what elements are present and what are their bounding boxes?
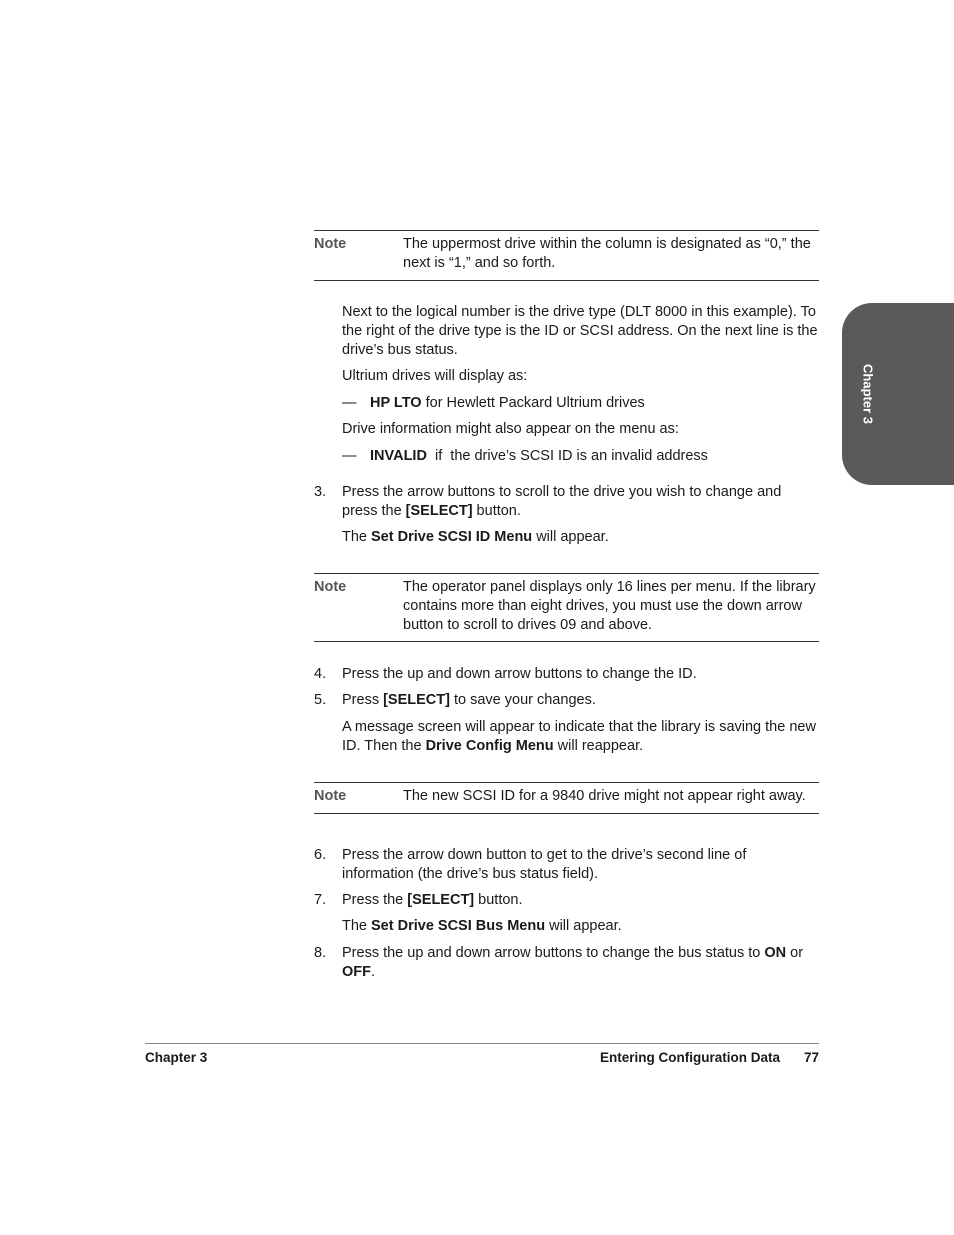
footer-chapter: Chapter 3 [145, 1050, 208, 1065]
step-text [342, 944, 819, 982]
step-text-part: Press the arrow buttons to scroll to the drive you wish to change and press the [342, 484, 782, 519]
step-result [342, 528, 819, 547]
step-text-part: . [371, 964, 376, 980]
paragraph: Drive information might also appear on the menu as: [342, 421, 679, 437]
note-label: Note [314, 236, 347, 252]
dash-bullet: — [342, 448, 357, 464]
note-text: The operator panel displays only 16 lines per menu. If the library contains more than eight drives, you must use the down arrow button to scroll to drives 09 and above. [403, 579, 816, 633]
step-number: 5. [314, 692, 327, 708]
note-bottom-rule [314, 280, 819, 281]
step-text [342, 891, 819, 910]
step-number: 4. [314, 666, 327, 682]
note-label: Note [314, 788, 347, 804]
step-text [342, 691, 819, 710]
step-number: 8. [314, 945, 327, 961]
menu-name: Drive Config Menu [425, 738, 554, 754]
step-number: 3. [314, 484, 327, 500]
step-text-part: The [342, 529, 372, 545]
dash-item-text: if the drive’s SCSI ID is an invalid address [426, 448, 708, 464]
note-label: Note [314, 579, 347, 595]
bold-term: INVALID [370, 448, 427, 464]
step-text-part: The [342, 918, 372, 934]
step-number: 6. [314, 847, 327, 863]
step-text-part: Press [342, 692, 384, 708]
step-text-part: Press the up and down arrow buttons to change the bus status to [342, 945, 765, 961]
step-text: Press the arrow down button to get to the drive’s second line of information (the drive’s bus status field). [342, 847, 747, 882]
note-top-rule [314, 782, 819, 783]
step-text: Press the up and down arrow buttons to change the ID. [342, 666, 697, 682]
dash-item [370, 394, 819, 413]
on-value: ON [764, 945, 787, 961]
note-top-rule [314, 573, 819, 574]
select-key-label: [SELECT] [407, 892, 475, 908]
select-key-label: [SELECT] [405, 503, 473, 519]
dash-item-text: for Hewlett Packard Ultrium drives [421, 395, 645, 411]
step-text-part: will appear. [532, 529, 609, 545]
step-text-part: Press the [342, 892, 408, 908]
off-value: OFF [342, 964, 371, 980]
note-text: The new SCSI ID for a 9840 drive might not appear right away. [403, 788, 806, 804]
dash-item [370, 447, 819, 466]
footer-rule [145, 1043, 819, 1044]
note-top-rule [314, 230, 819, 231]
menu-name: Set Drive SCSI Bus Menu [371, 918, 546, 934]
step-text-part: button. [474, 892, 523, 908]
step-number: 7. [314, 892, 327, 908]
paragraph: Next to the logical number is the drive type (DLT 8000 in this example). To the right of the drive type is the ID or SCSI address. On the next line is the drive’s bus status. [342, 304, 818, 358]
step-text-part: will reappear. [553, 738, 644, 754]
page-number: 77 [803, 1050, 819, 1065]
footer-title: Entering Configuration Data [600, 1050, 780, 1065]
bold-term: HP LTO [370, 395, 422, 411]
select-key-label: [SELECT] [383, 692, 450, 708]
step-text-part: A message screen will appear to indicate that the library is saving the new ID. Then the [342, 719, 816, 754]
dash-bullet: — [342, 395, 357, 411]
step-text-part: will appear. [545, 918, 622, 934]
step-result [342, 718, 819, 756]
step-text-part: or [786, 945, 804, 961]
note-bottom-rule [314, 641, 819, 642]
step-text-part: button. [472, 503, 521, 519]
note-text: The uppermost drive within the column is designated as “0,” the next is “1,” and so forth. [403, 236, 811, 271]
step-text-part: to save your changes. [449, 692, 596, 708]
menu-name: Set Drive SCSI ID Menu [371, 529, 533, 545]
step-result [342, 917, 819, 936]
chapter-tab-label: Chapter 3 [860, 364, 876, 424]
note-bottom-rule [314, 813, 819, 814]
step-text [342, 483, 819, 521]
paragraph: Ultrium drives will display as: [342, 368, 528, 384]
